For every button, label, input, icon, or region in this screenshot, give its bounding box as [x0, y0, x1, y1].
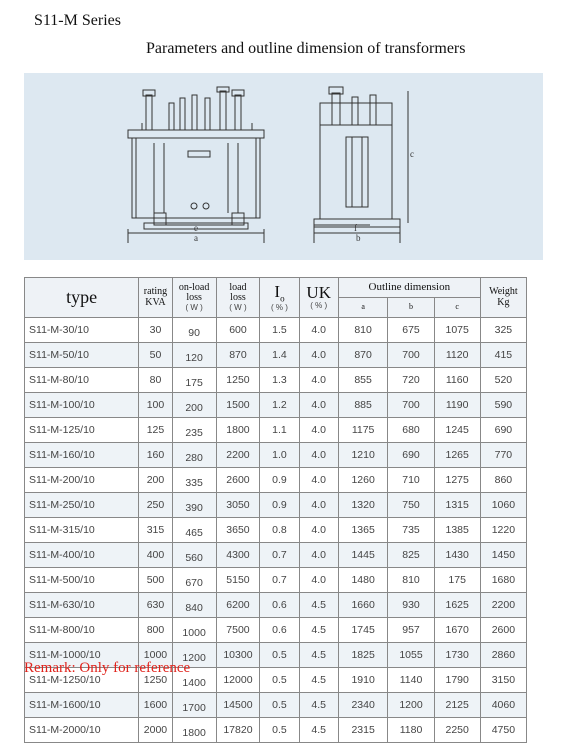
cell-io: 0.6	[260, 593, 299, 618]
cell-uk: 4.0	[299, 493, 338, 518]
dim-label-a: a	[194, 233, 198, 243]
cell-dim-b: 675	[388, 318, 434, 343]
cell-rating: 30	[139, 318, 172, 343]
cell-io: 1.2	[260, 393, 299, 418]
cell-dim-c: 1790	[434, 668, 480, 693]
cell-dim-c: 1670	[434, 618, 480, 643]
outline-drawing	[24, 73, 543, 260]
cell-weight: 1060	[480, 493, 526, 518]
cell-dim-c: 175	[434, 568, 480, 593]
cell-type: S11-M-160/10	[25, 443, 139, 468]
cell-type: S11-M-80/10	[25, 368, 139, 393]
table-row	[25, 318, 527, 343]
cell-rating: 160	[139, 443, 172, 468]
cell-io: 1.0	[260, 443, 299, 468]
header-uk	[299, 278, 338, 318]
cell-uk: 4.5	[299, 618, 338, 643]
cell-dim-b: 700	[388, 393, 434, 418]
cell-dim-b: 700	[388, 343, 434, 368]
cell-type: S11-M-315/10	[25, 518, 139, 543]
cell-rating: 630	[139, 593, 172, 618]
cell-weight: 860	[480, 468, 526, 493]
cell-uk: 4.0	[299, 318, 338, 343]
cell-io: 0.8	[260, 518, 299, 543]
header-io	[260, 278, 299, 318]
cell-dim-a: 2315	[338, 718, 388, 743]
dim-label-f: f	[354, 223, 357, 233]
cell-io: 0.5	[260, 693, 299, 718]
dim-label-c: c	[410, 149, 414, 159]
cell-onload-loss: 1800	[172, 718, 216, 743]
header-io-symbol: I	[274, 281, 281, 301]
cell-rating: 800	[139, 618, 172, 643]
cell-io: 1.3	[260, 368, 299, 393]
header-onload-loss	[172, 278, 216, 318]
cell-io: 1.1	[260, 418, 299, 443]
cell-load-loss: 6200	[216, 593, 260, 618]
cell-dim-b: 710	[388, 468, 434, 493]
cell-dim-c: 1315	[434, 493, 480, 518]
cell-dim-b: 1180	[388, 718, 434, 743]
cell-dim-c: 2250	[434, 718, 480, 743]
cell-weight: 4750	[480, 718, 526, 743]
cell-dim-b: 750	[388, 493, 434, 518]
cell-dim-b: 680	[388, 418, 434, 443]
dim-label-e: e	[194, 223, 198, 233]
cell-dim-c: 1265	[434, 443, 480, 468]
cell-dim-a: 810	[338, 318, 388, 343]
cell-load-loss: 12000	[216, 668, 260, 693]
cell-io: 1.5	[260, 318, 299, 343]
cell-dim-a: 1175	[338, 418, 388, 443]
cell-dim-c: 1430	[434, 543, 480, 568]
cell-dim-a: 1320	[338, 493, 388, 518]
header-load-loss	[216, 278, 260, 318]
header-dim-c: c	[434, 298, 480, 318]
cell-dim-b: 810	[388, 568, 434, 593]
header-io-label	[260, 283, 298, 304]
cell-dim-b: 957	[388, 618, 434, 643]
cell-io: 0.5	[260, 668, 299, 693]
cell-load-loss: 5150	[216, 568, 260, 593]
cell-weight: 1450	[480, 543, 526, 568]
header-dim-a: a	[338, 298, 388, 318]
header-onload-label: on-load loss	[178, 281, 210, 304]
cell-uk: 4.0	[299, 518, 338, 543]
table-row	[25, 468, 527, 493]
series-title: S11-M Series	[34, 12, 121, 29]
cell-onload-loss: 120	[172, 343, 216, 368]
cell-uk: 4.0	[299, 468, 338, 493]
cell-weight: 590	[480, 393, 526, 418]
cell-type: S11-M-50/10	[25, 343, 139, 368]
cell-load-loss: 3650	[216, 518, 260, 543]
cell-uk: 4.0	[299, 393, 338, 418]
cell-weight: 520	[480, 368, 526, 393]
header-rating: rating KVA	[139, 278, 172, 318]
cell-load-loss: 14500	[216, 693, 260, 718]
cell-dim-a: 1480	[338, 568, 388, 593]
cell-dim-b: 1055	[388, 643, 434, 668]
cell-onload-loss: 175	[172, 368, 216, 393]
cell-rating: 1250	[139, 668, 172, 693]
table-row	[25, 693, 527, 718]
cell-dim-a: 1210	[338, 443, 388, 468]
cell-dim-a: 1910	[338, 668, 388, 693]
cell-type: S11-M-250/10	[25, 493, 139, 518]
cell-dim-a: 1260	[338, 468, 388, 493]
cell-rating: 1000	[139, 643, 172, 668]
cell-io: 0.9	[260, 468, 299, 493]
cell-rating: 500	[139, 568, 172, 593]
cell-type: S11-M-500/10	[25, 568, 139, 593]
header-onload-unit: ( W )	[185, 302, 203, 312]
table-row	[25, 343, 527, 368]
spec-table-body	[25, 318, 527, 743]
cell-onload-loss: 1400	[172, 668, 216, 693]
remark-note: Remark: Only for reference	[24, 660, 191, 676]
cell-onload-loss: 840	[172, 593, 216, 618]
header-weight: Weight Kg	[480, 278, 526, 318]
cell-uk: 4.0	[299, 368, 338, 393]
cell-onload-loss: 1000	[172, 618, 216, 643]
cell-type: S11-M-200/10	[25, 468, 139, 493]
cell-onload-loss: 390	[172, 493, 216, 518]
cell-dim-b: 690	[388, 443, 434, 468]
header-load-label: load loss	[229, 281, 247, 304]
cell-load-loss: 1500	[216, 393, 260, 418]
header-io-sub: o	[280, 293, 285, 304]
cell-uk: 4.5	[299, 643, 338, 668]
cell-type: S11-M-125/10	[25, 418, 139, 443]
cell-weight: 690	[480, 418, 526, 443]
cell-dim-c: 1075	[434, 318, 480, 343]
cell-dim-b: 735	[388, 518, 434, 543]
table-row	[25, 593, 527, 618]
cell-dim-c: 1245	[434, 418, 480, 443]
table-row	[25, 493, 527, 518]
cell-uk: 4.5	[299, 668, 338, 693]
cell-dim-c: 1120	[434, 343, 480, 368]
cell-dim-a: 1660	[338, 593, 388, 618]
cell-uk: 4.5	[299, 593, 338, 618]
table-row	[25, 543, 527, 568]
cell-type: S11-M-630/10	[25, 593, 139, 618]
cell-dim-a: 1365	[338, 518, 388, 543]
table-row	[25, 568, 527, 593]
cell-dim-a: 2340	[338, 693, 388, 718]
cell-load-loss: 1250	[216, 368, 260, 393]
cell-dim-c: 1160	[434, 368, 480, 393]
cell-dim-c: 2125	[434, 693, 480, 718]
cell-load-loss: 3050	[216, 493, 260, 518]
table-row	[25, 518, 527, 543]
cell-rating: 200	[139, 468, 172, 493]
cell-uk: 4.5	[299, 718, 338, 743]
cell-onload-loss: 200	[172, 393, 216, 418]
cell-load-loss: 600	[216, 318, 260, 343]
cell-rating: 315	[139, 518, 172, 543]
cell-onload-loss: 670	[172, 568, 216, 593]
cell-dim-a: 870	[338, 343, 388, 368]
cell-weight: 770	[480, 443, 526, 468]
cell-dim-b: 720	[388, 368, 434, 393]
cell-type: S11-M-30/10	[25, 318, 139, 343]
cell-rating: 50	[139, 343, 172, 368]
cell-io: 0.9	[260, 493, 299, 518]
table-row	[25, 418, 527, 443]
cell-dim-c: 1730	[434, 643, 480, 668]
cell-rating: 80	[139, 368, 172, 393]
cell-weight: 2860	[480, 643, 526, 668]
cell-rating: 2000	[139, 718, 172, 743]
cell-dim-a: 1825	[338, 643, 388, 668]
table-row	[25, 393, 527, 418]
cell-load-loss: 4300	[216, 543, 260, 568]
cell-load-loss: 2200	[216, 443, 260, 468]
cell-weight: 1220	[480, 518, 526, 543]
cell-type: S11-M-2000/10	[25, 718, 139, 743]
cell-dim-c: 1385	[434, 518, 480, 543]
cell-load-loss: 10300	[216, 643, 260, 668]
cell-onload-loss: 235	[172, 418, 216, 443]
header-uk-label: UK	[306, 283, 331, 303]
cell-io: 0.6	[260, 618, 299, 643]
cell-dim-a: 855	[338, 368, 388, 393]
cell-uk: 4.0	[299, 343, 338, 368]
cell-load-loss: 870	[216, 343, 260, 368]
table-row	[25, 368, 527, 393]
cell-uk: 4.0	[299, 418, 338, 443]
cell-io: 0.7	[260, 543, 299, 568]
cell-io: 1.4	[260, 343, 299, 368]
header-dim-b: b	[388, 298, 434, 318]
cell-load-loss: 1800	[216, 418, 260, 443]
table-row	[25, 718, 527, 743]
cell-io: 0.5	[260, 643, 299, 668]
cell-uk: 4.0	[299, 568, 338, 593]
header-load-unit: ( W )	[229, 302, 247, 312]
cell-type: S11-M-1600/10	[25, 693, 139, 718]
cell-rating: 125	[139, 418, 172, 443]
cell-weight: 1680	[480, 568, 526, 593]
cell-dim-a: 1745	[338, 618, 388, 643]
cell-onload-loss: 90	[172, 318, 216, 343]
cell-type: S11-M-400/10	[25, 543, 139, 568]
cell-type: S11-M-100/10	[25, 393, 139, 418]
cell-dim-b: 1140	[388, 668, 434, 693]
header-io-unit: ( % )	[271, 302, 288, 312]
cell-load-loss: 7500	[216, 618, 260, 643]
cell-onload-loss: 280	[172, 443, 216, 468]
cell-dim-a: 1445	[338, 543, 388, 568]
table-row	[25, 618, 527, 643]
cell-weight: 325	[480, 318, 526, 343]
cell-load-loss: 17820	[216, 718, 260, 743]
cell-rating: 250	[139, 493, 172, 518]
cell-onload-loss: 465	[172, 518, 216, 543]
cell-weight: 415	[480, 343, 526, 368]
cell-dim-c: 1625	[434, 593, 480, 618]
cell-onload-loss: 335	[172, 468, 216, 493]
cell-rating: 100	[139, 393, 172, 418]
header-outline-dimension: Outline dimension	[338, 278, 480, 298]
cell-dim-c: 1275	[434, 468, 480, 493]
cell-uk: 4.5	[299, 693, 338, 718]
cell-weight: 4060	[480, 693, 526, 718]
cell-io: 0.5	[260, 718, 299, 743]
cell-type: S11-M-1000/10	[25, 643, 139, 668]
cell-dim-b: 825	[388, 543, 434, 568]
cell-weight: 2600	[480, 618, 526, 643]
cell-onload-loss: 1700	[172, 693, 216, 718]
cell-type: S11-M-1250/10	[25, 668, 139, 693]
cell-onload-loss: 1200	[172, 643, 216, 668]
header-type: type	[25, 278, 139, 318]
page-subtitle: Parameters and outline dimension of transformers	[146, 40, 466, 57]
cell-onload-loss: 560	[172, 543, 216, 568]
cell-uk: 4.0	[299, 443, 338, 468]
header-uk-unit: ( % )	[310, 301, 328, 311]
cell-dim-c: 1190	[434, 393, 480, 418]
cell-dim-b: 1200	[388, 693, 434, 718]
cell-rating: 1600	[139, 693, 172, 718]
cell-weight: 2200	[480, 593, 526, 618]
table-row	[25, 443, 527, 468]
cell-dim-a: 885	[338, 393, 388, 418]
dim-label-b: b	[356, 233, 361, 243]
cell-io: 0.7	[260, 568, 299, 593]
cell-uk: 4.0	[299, 543, 338, 568]
cell-type: S11-M-800/10	[25, 618, 139, 643]
cell-weight: 3150	[480, 668, 526, 693]
cell-dim-b: 930	[388, 593, 434, 618]
cell-load-loss: 2600	[216, 468, 260, 493]
transformer-outline-drawing	[24, 73, 543, 260]
cell-rating: 400	[139, 543, 172, 568]
